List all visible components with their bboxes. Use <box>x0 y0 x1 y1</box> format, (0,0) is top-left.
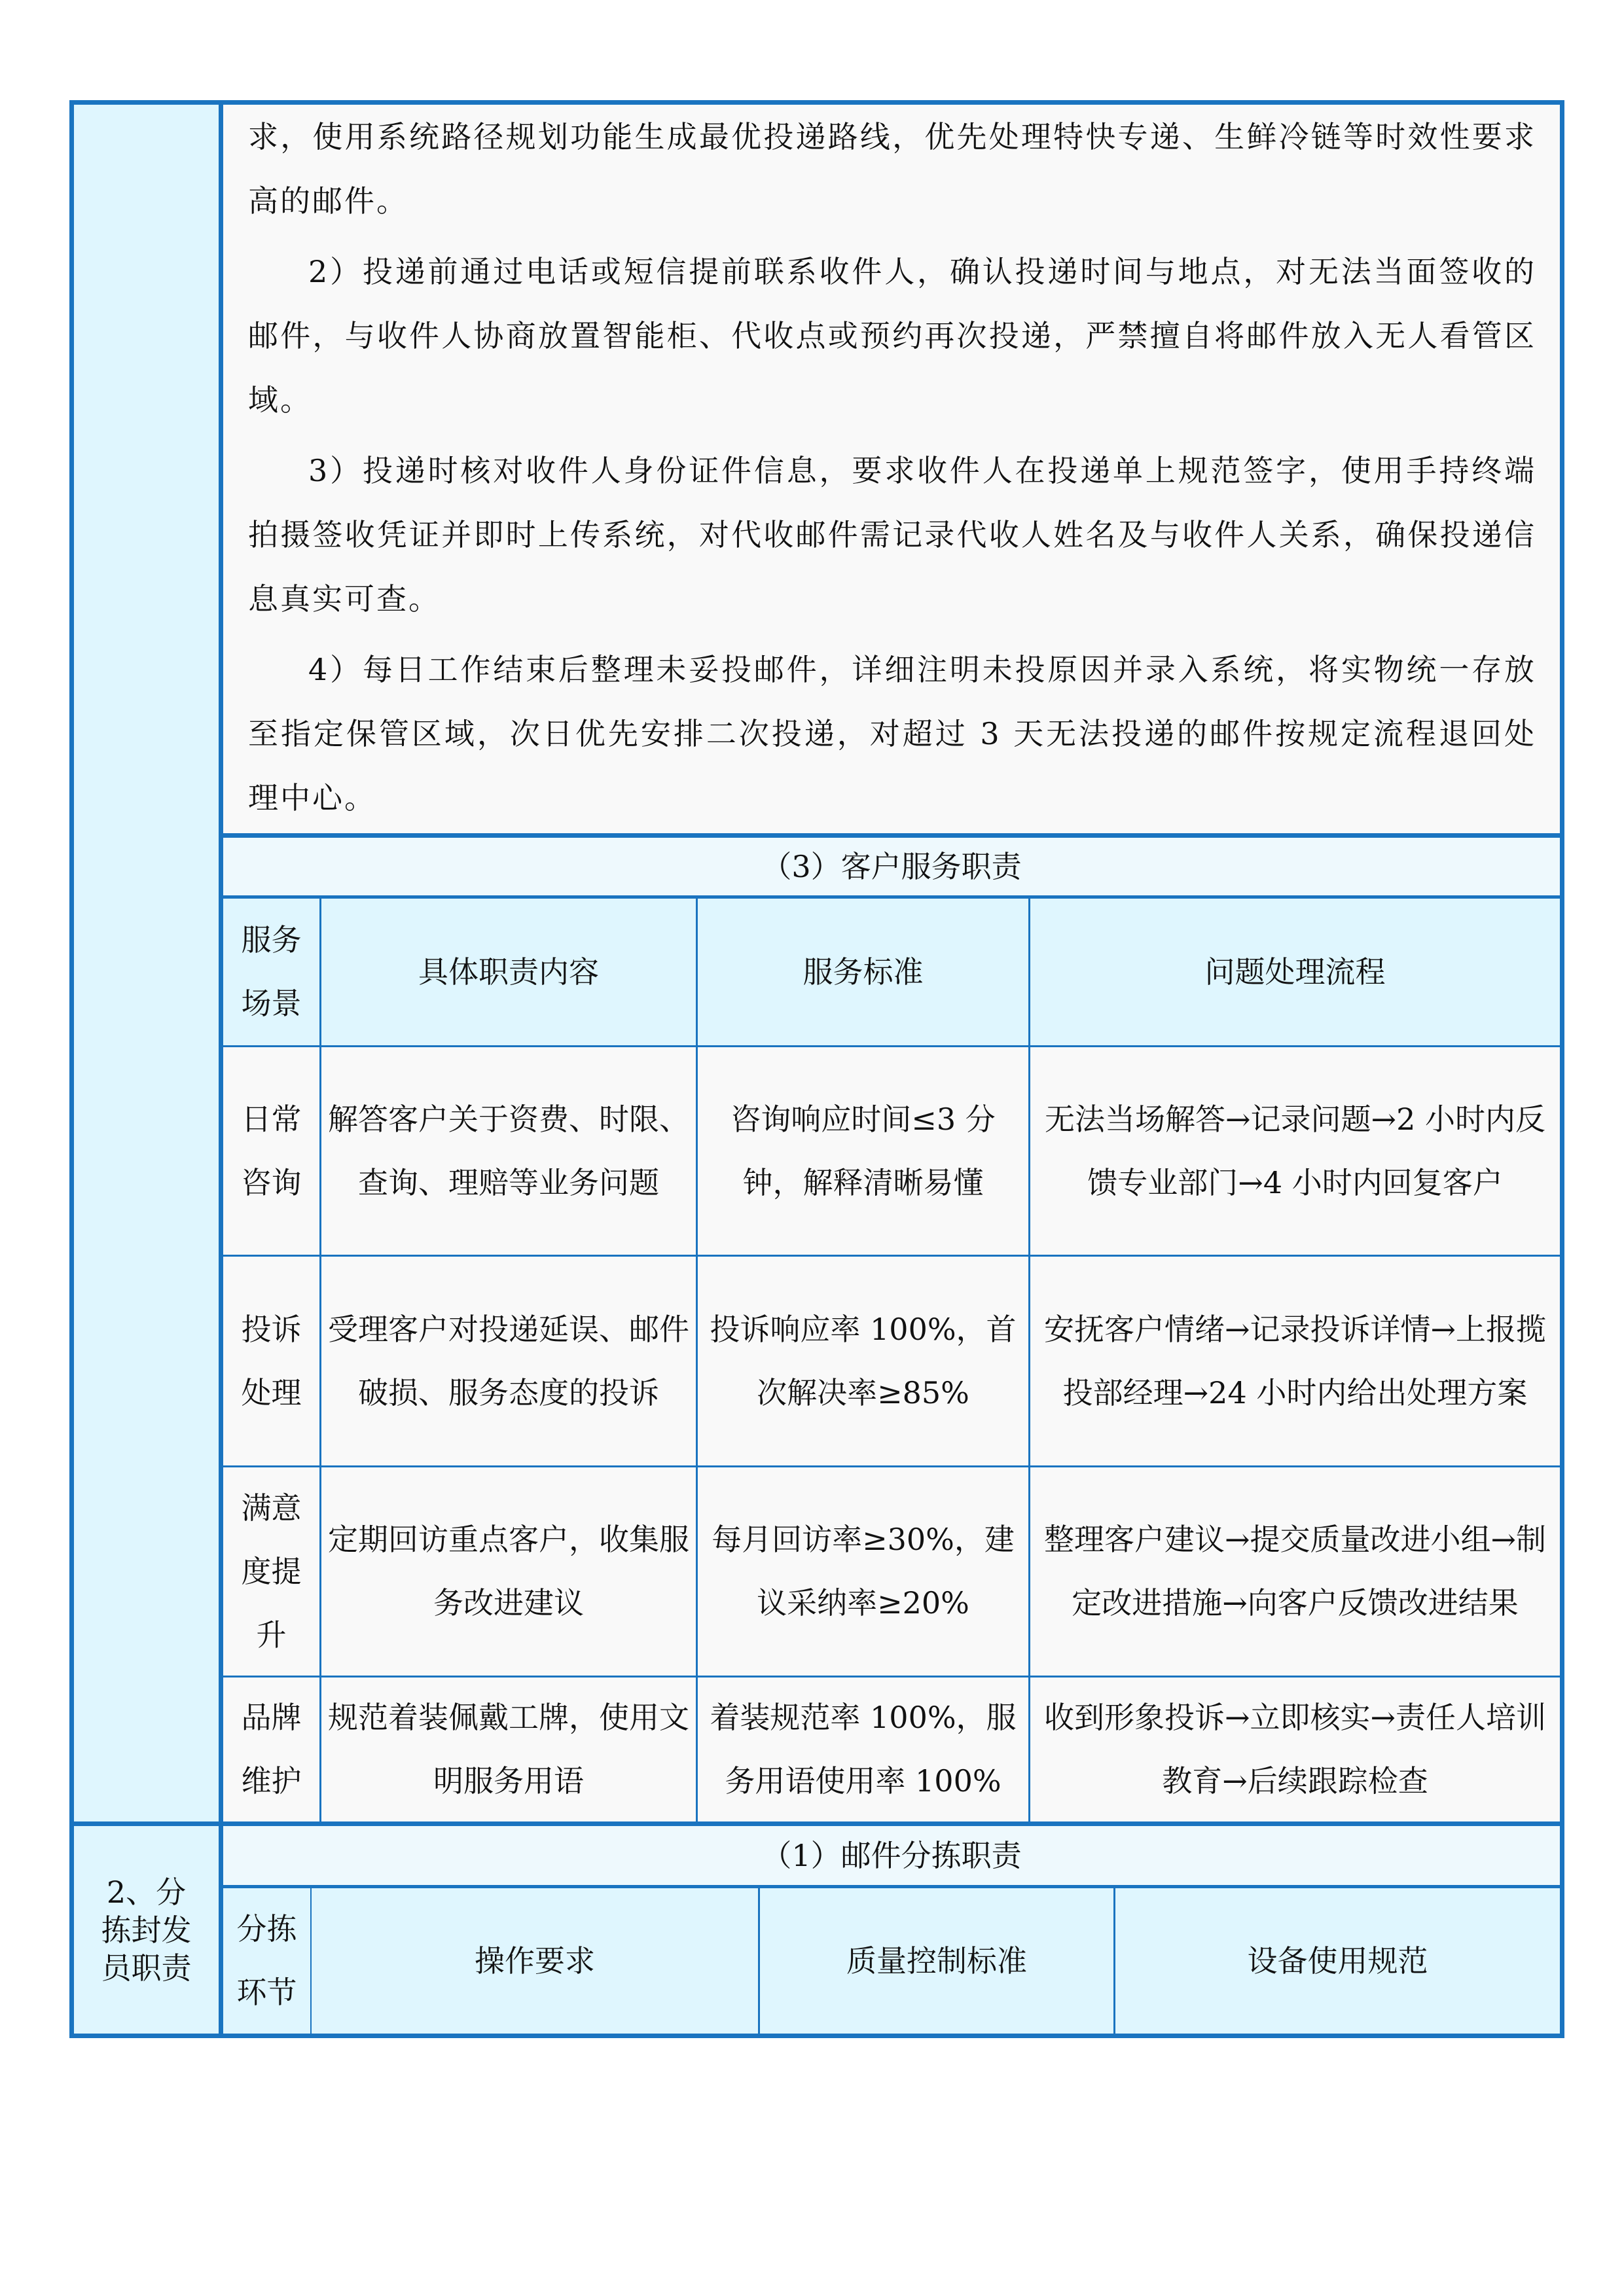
duties-table <box>69 100 1564 2038</box>
table-header-cell: 操作要求 <box>312 1888 758 2034</box>
table-cell: 规范着装佩戴工牌，使用文明服务用语 <box>321 1677 696 1821</box>
table-cell: 受理客户对投递延误、邮件破损、服务态度的投诉 <box>321 1257 696 1465</box>
role-cell-continued <box>74 105 219 1821</box>
role-cell-sorter <box>74 1826 219 2034</box>
table-cell: 收到形象投诉→立即核实→责任人培训教育→后续跟踪检查 <box>1030 1677 1560 1821</box>
table-cell: 安抚客户情绪→记录投诉详情→上报揽投部经理→24 小时内给出处理方案 <box>1030 1257 1560 1465</box>
table-cell: 每月回访率≥30%，建议采纳率≥20% <box>698 1467 1028 1676</box>
table-cell: 无法当场解答→记录问题→2 小时内反馈专业部门→4 小时内回复客户 <box>1030 1047 1560 1255</box>
section-title-customer-service: （3）客户服务职责 <box>223 838 1560 895</box>
paragraph: 2）投递前通过电话或短信提前联系收件人，确认投递时间与地点，对无法当面签收的邮件，与收件人协商放置智能柜、代收点或预约再次投递，严禁擅自将邮件放入无人看管区域。 <box>248 254 1536 418</box>
table-header-cell: 设备使用规范 <box>1115 1888 1560 2034</box>
table-header-cell: 服务场景 <box>223 899 319 1045</box>
table-header-cell: 服务标准 <box>698 899 1028 1045</box>
table-cell: 投诉响应率 100%，首次解决率≥85% <box>698 1257 1028 1465</box>
role-label: 2、分拣封发员职责 <box>101 1874 192 1986</box>
scenario-cell: 品牌维护 <box>223 1677 319 1821</box>
scenario-cell: 投诉处理 <box>223 1257 319 1465</box>
table-cell: 咨询响应时间≤3 分钟，解释清晰易懂 <box>698 1047 1028 1255</box>
table-cell: 整理客户建议→提交质量改进小组→制定改进措施→向客户反馈改进结果 <box>1030 1467 1560 1676</box>
table-header-cell: 问题处理流程 <box>1030 899 1560 1045</box>
paragraph: 3）投递时核对收件人身份证件信息，要求收件人在投递单上规范签字，使用手持终端拍摄签收凭证并即时上传系统，对代收邮件需记录代收人姓名及与收件人关系，确保投递信息真实可查。 <box>248 453 1536 617</box>
table-header-cell: 分拣环节 <box>223 1888 310 2034</box>
paragraph: 求，使用系统路径规划功能生成最优投递路线，优先处理特快专递、生鲜冷链等时效性要求高的邮件。 <box>248 119 1536 219</box>
scenario-cell: 满意度提升 <box>223 1467 319 1676</box>
table-cell: 着装规范率 100%，服务用语使用率 100% <box>698 1677 1028 1821</box>
table-header-cell: 具体职责内容 <box>321 899 696 1045</box>
delivery-duties-text <box>223 105 1560 833</box>
table-cell: 定期回访重点客户，收集服务改进建议 <box>321 1467 696 1676</box>
table-header-cell: 质量控制标准 <box>760 1888 1113 2034</box>
section-title-sorting: （1）邮件分拣职责 <box>223 1826 1560 1885</box>
scenario-cell: 日常咨询 <box>223 1047 319 1255</box>
paragraph: 4）每日工作结束后整理未妥投邮件，详细注明未投原因并录入系统，将实物统一存放至指定保管区域，次日优先安排二次投递，对超过 3 天无法投递的邮件按规定流程退回处理中心。 <box>248 652 1536 816</box>
table-cell: 解答客户关于资费、时限、查询、理赔等业务问题 <box>321 1047 696 1255</box>
